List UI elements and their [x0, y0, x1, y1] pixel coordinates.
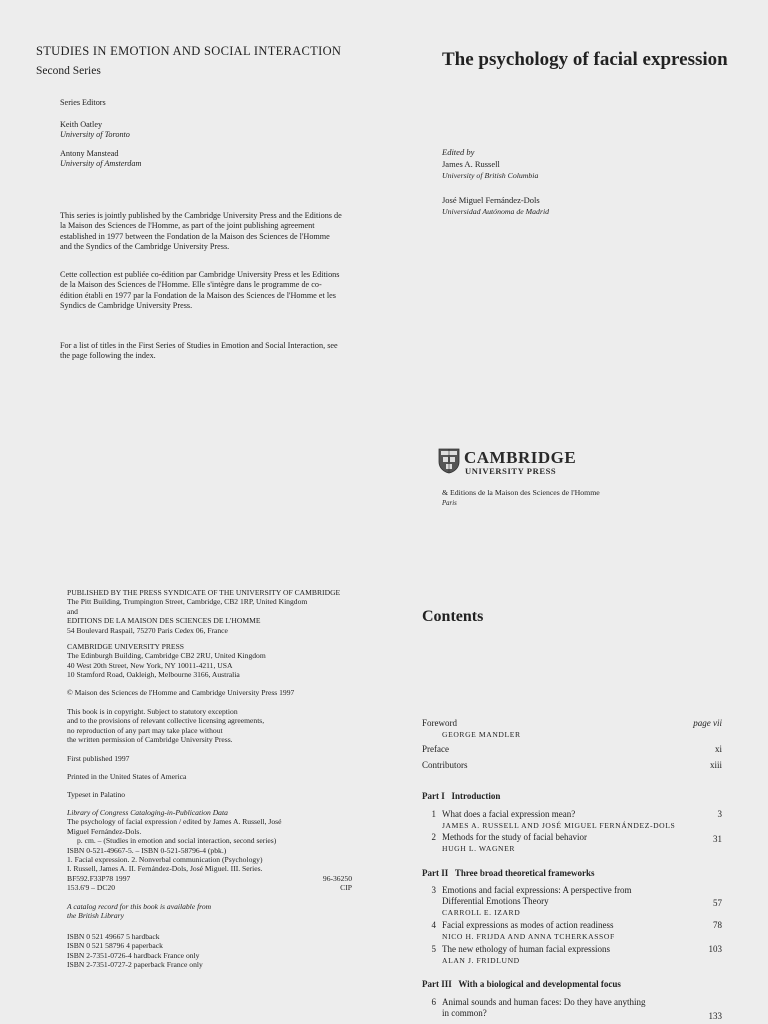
toc-chapter[interactable] — [422, 885, 722, 907]
imprint-line: The Edinburgh Building, Cambridge CB2 2RU, United Kingdom — [67, 651, 266, 661]
isbn-line: ISBN 2-7351-0726-4 hardback France only — [67, 950, 200, 960]
catalog-record-note — [67, 902, 352, 921]
toc-entry-title: Contributors — [422, 760, 468, 770]
cip-line: Miguel Fernández-Dols. — [67, 826, 142, 836]
imprint-line: A catalog record for this book is available from — [67, 902, 212, 911]
toc-author: JAMES A. RUSSELL AND JOSÉ MIGUEL FERNÁNDEZ-DOLS — [442, 821, 676, 830]
publisher-name: CAMBRIDGE — [464, 448, 577, 467]
isbn-line: ISBN 2-7351-0727-2 paperback France only — [67, 960, 203, 970]
toc-author: GEORGE MANDLER — [442, 730, 521, 739]
imprint-line: the British Library — [67, 911, 124, 921]
cip-line — [67, 883, 352, 892]
cup-addresses — [67, 642, 352, 680]
imprint-line: the written permission of Cambridge University Press. — [67, 735, 233, 745]
cip-line: 1. Facial expression. 2. Nonverbal communication (Psychology) — [67, 855, 263, 865]
toc-page-number: 133 — [708, 1011, 722, 1021]
contents-page — [380, 576, 768, 1024]
editor-affiliation: Universidad Autónoma de Madrid — [442, 207, 550, 216]
cip-label: CIP — [340, 883, 352, 893]
title-page — [380, 0, 768, 576]
chapter-number: 6 — [431, 997, 436, 1007]
imprint-page — [0, 576, 380, 1024]
cip-line: p. cm. – (Studies in emotion and social interaction, second series) — [77, 836, 277, 846]
chapter-title-continued: in common? — [442, 1008, 487, 1018]
series-editor-2 — [60, 149, 141, 169]
cambridge-crest-icon — [438, 448, 460, 474]
chapter-title: The new ethology of human facial expressions — [442, 944, 610, 954]
editor-name: Antony Manstead — [60, 149, 119, 158]
volume-editor-2 — [442, 195, 549, 217]
printed-in: Printed in the United States of America — [67, 772, 187, 781]
series-title: STUDIES IN EMOTION AND SOCIAL INTERACTION — [36, 44, 342, 58]
editor-name: James A. Russell — [442, 159, 500, 169]
cip-title: Library of Congress Cataloging-in-Publication Data — [67, 808, 228, 817]
chapter-title: What does a facial expression mean? — [442, 809, 576, 819]
toc-page-number: 103 — [708, 944, 722, 954]
chapter-title: Facial expressions as modes of action readiness — [442, 920, 614, 930]
chapter-number: 5 — [431, 944, 436, 954]
toc-author: CARROLL E. IZARD — [442, 908, 521, 917]
book-title: The psychology of facial expression — [442, 49, 728, 70]
toc-page-number: 57 — [713, 898, 722, 908]
publisher-subname: UNIVERSITY PRESS — [465, 466, 557, 476]
imprint-line: and to the provisions of relevant collective licensing agreements, — [67, 716, 265, 726]
imprint-line: 10 Stamford Road, Oakleigh, Melbourne 3166, Australia — [67, 670, 240, 680]
imprint-line: 54 Boulevard Raspail, 75270 Paris Cedex 06, France — [67, 625, 228, 635]
series-paragraph-list: For a list of titles in the First Series of Studies in Emotion and Social Interaction, see the page following the index. — [60, 341, 338, 361]
contents-title: Contents — [422, 608, 484, 625]
typeset-in: Typeset in Palatino — [67, 790, 126, 799]
cip-line: ISBN 0-521-49667-5. – ISBN 0-521-58796-4 (pbk.) — [67, 845, 227, 855]
isbn-line: ISBN 0 521 49667 5 hardback — [67, 932, 160, 941]
copublisher: & Editions de la Maison des Sciences de l'Homme — [442, 488, 600, 497]
series-editor-1 — [60, 120, 130, 140]
toc-entry-foreword[interactable] — [422, 718, 722, 729]
chapter-number: 3 — [431, 885, 436, 895]
imprint-line: EDITIONS DE LA MAISON DES SCIENCES DE L'HOMME — [67, 616, 261, 626]
imprint-line: no reproduction of any part may take place without — [67, 725, 223, 735]
cip-lccn: 96-36250 — [322, 873, 352, 883]
copublisher-city: Paris — [442, 500, 457, 507]
toc-entry-title: Preface — [422, 744, 449, 754]
cip-dewey: 153.6'9 – DC20 — [67, 883, 115, 893]
series-paragraph-en: This series is jointly published by the Cambridge University Press and the Editions de la Maison des Sciences de l'Homme, as part of the joint publishing agreement established in 1977 between the Fondation de la Maison des Sciences de l'Homme and the Syndics of the Cambridge University Press. — [60, 211, 342, 251]
cip-data — [67, 808, 352, 893]
volume-editor-1 — [442, 159, 538, 181]
series-page — [0, 0, 380, 576]
editor-name: José Miguel Fernández-Dols — [442, 195, 540, 205]
toc-author: ALAN J. FRIDLUND — [442, 956, 520, 965]
toc-part-heading: Part III With a biological and developmental focus — [422, 979, 621, 989]
toc-entry-preface[interactable] — [422, 744, 722, 755]
imprint-line: The Pitt Building, Trumpington Street, Cambridge, CB2 1RP, United Kingdom — [67, 597, 308, 607]
toc-author: NICO H. FRIJDA AND ANNA TCHERKASSOF — [442, 932, 615, 941]
chapter-title: Emotions and facial expressions: A perspective from — [442, 885, 632, 895]
toc-chapter[interactable] — [422, 997, 722, 1019]
toc-page-number: 3 — [717, 809, 722, 819]
cip-call-number: BF592.F33P78 1997 — [67, 873, 131, 883]
editor-affiliation: University of Amsterdam — [60, 159, 142, 168]
cip-line: I. Russell, James A. II. Fernández-Dols, José Miguel. III. Series. — [67, 864, 263, 874]
chapter-title-continued: Differential Emotions Theory — [442, 896, 549, 906]
imprint-line: PUBLISHED BY THE PRESS SYNDICATE OF THE UNIVERSITY OF CAMBRIDGE — [67, 588, 341, 597]
imprint-line: 40 West 20th Street, New York, NY 10011-4211, USA — [67, 660, 233, 670]
editor-affiliation: University of Toronto — [60, 130, 130, 139]
toc-part-heading: Part I Introduction — [422, 791, 501, 801]
publisher-addresses — [67, 588, 352, 635]
copyright-notice — [67, 707, 352, 745]
toc-part-heading: Part II Three broad theoretical frameworks — [422, 868, 595, 878]
chapter-number: 1 — [431, 809, 436, 819]
chapter-title: Animal sounds and human faces: Do they have anything — [442, 997, 646, 1007]
chapter-title: Methods for the study of facial behavior — [442, 832, 587, 842]
toc-entry-title: Foreword — [422, 718, 457, 728]
chapter-number: 2 — [431, 832, 436, 842]
toc-page-number: xiii — [709, 760, 722, 770]
copyright-line: © Maison des Sciences de l'Homme and Cambridge University Press 1997 — [67, 688, 295, 697]
toc-author: HUGH L. WAGNER — [442, 844, 516, 853]
imprint-line: and — [67, 606, 78, 616]
isbn-line: ISBN 0 521 58796 4 paperback — [67, 941, 163, 951]
chapter-number: 4 — [431, 920, 436, 930]
editor-affiliation: University of British Columbia — [442, 171, 539, 180]
isbn-list — [67, 932, 352, 970]
editor-name: Keith Oatley — [60, 120, 103, 129]
imprint-line: CAMBRIDGE UNIVERSITY PRESS — [67, 642, 185, 651]
series-subtitle: Second Series — [36, 65, 101, 77]
first-published: First published 1997 — [67, 754, 130, 763]
toc-page-number: xi — [714, 744, 722, 754]
toc-page-number: 31 — [713, 834, 722, 844]
toc-page-number: 78 — [713, 920, 722, 930]
imprint-line: This book is in copyright. Subject to statutory exception — [67, 707, 238, 716]
edited-by-label: Edited by — [442, 147, 475, 157]
cip-line: The psychology of facial expression / edited by James A. Russell, José — [67, 817, 282, 827]
toc-page-number: page vii — [693, 718, 722, 728]
series-editors-label: Series Editors — [60, 98, 106, 107]
series-paragraph-fr: Cette collection est publiée co-édition par Cambridge University Press et les Editions de la Maison des Sciences de l'Homme. Elle s'intègre dans le programme de co-édition établi en 1977 par la Fondation de la Maison des Sciences de l'Homme et les Syndics de Cambridge University Press. — [60, 270, 340, 310]
toc-entry-contributors[interactable] — [422, 760, 722, 771]
cip-line — [67, 874, 352, 883]
